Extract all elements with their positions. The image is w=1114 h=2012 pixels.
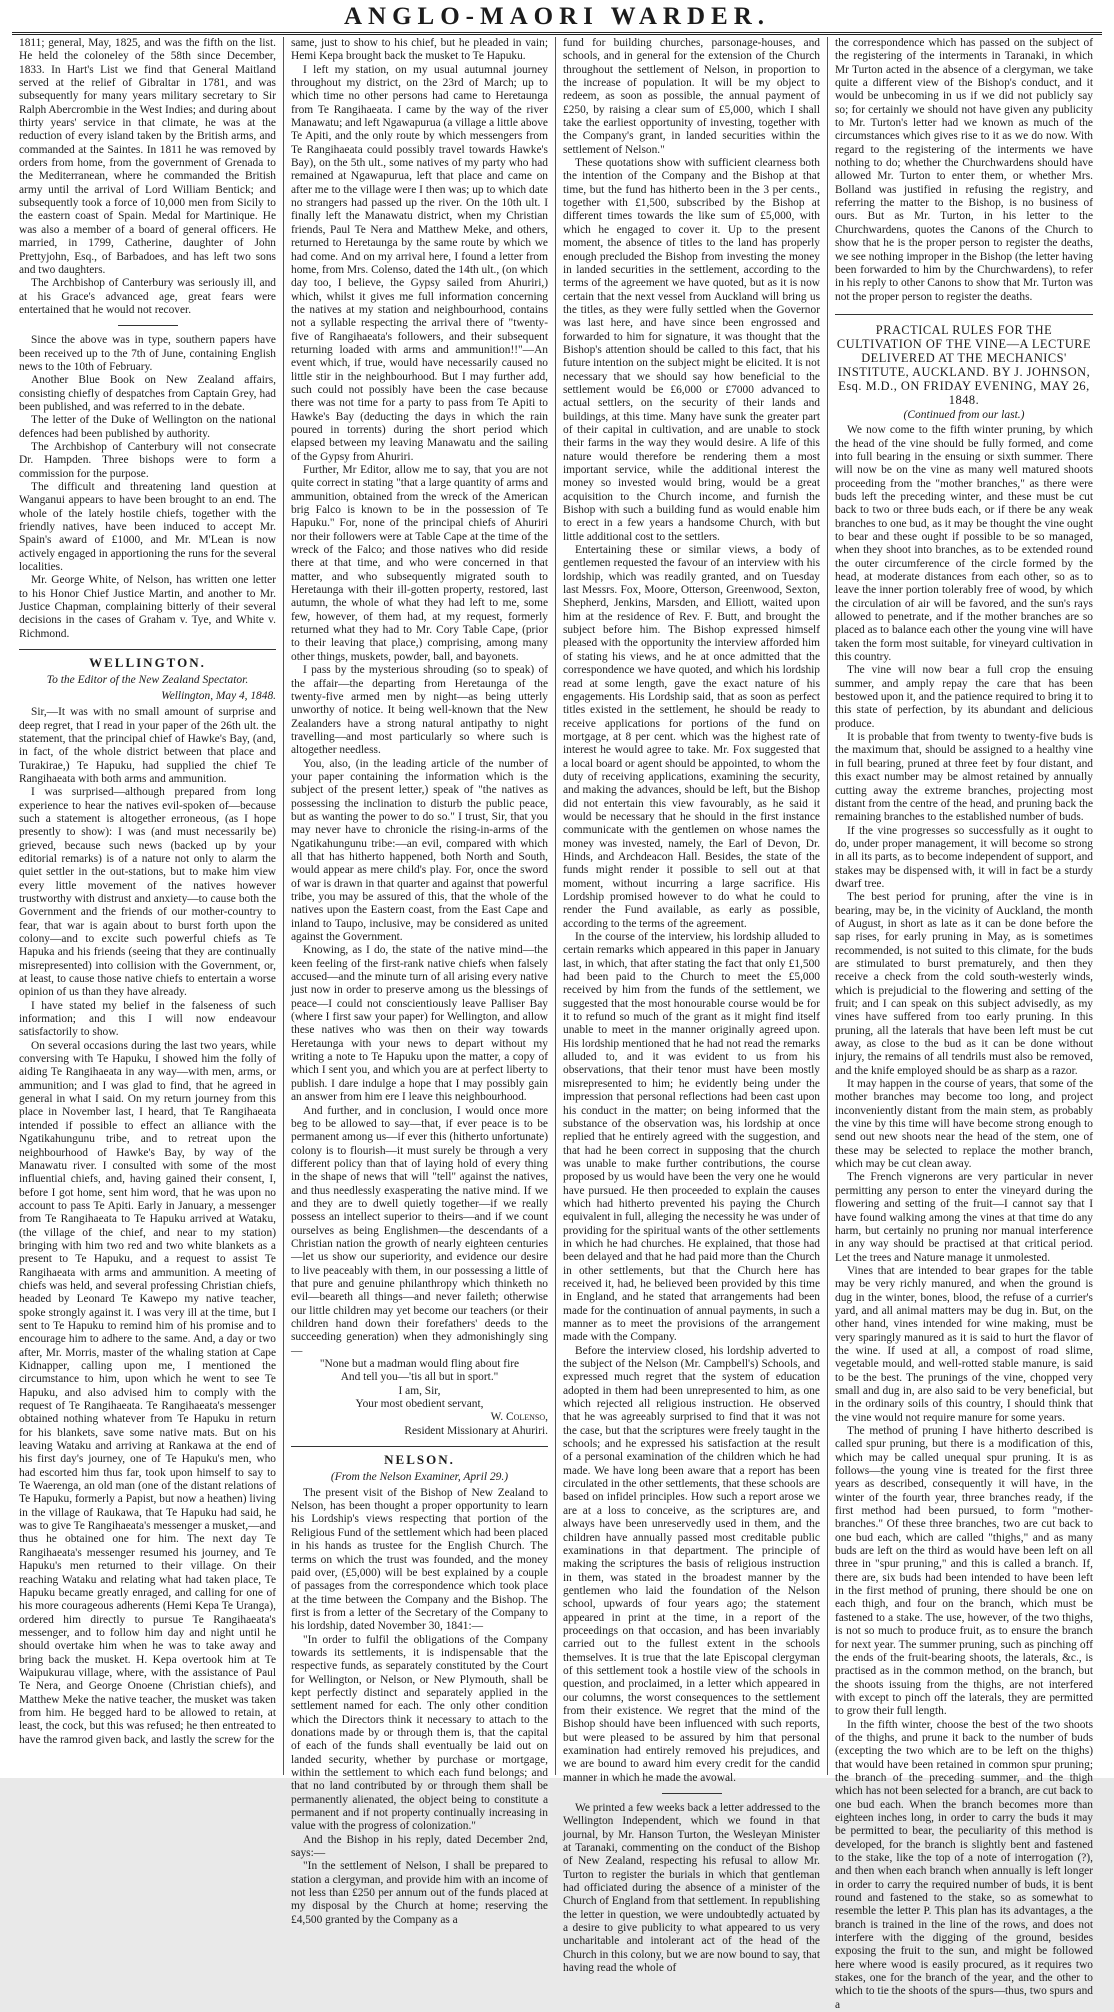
article-paragraph: same, just to show to his chief, but he pleaded in vain; Hemi Kepa brought back the musket to Te Hapuku. [291, 37, 548, 63]
verse-line: "None but a madman would fling about fire [319, 1358, 520, 1371]
letter-address: To the Editor of the New Zealand Spectator. [46, 674, 249, 687]
article-paragraph: The method of pruning I have hitherto described is called spur pruning, but there is a modification of this, which may be called unequal spur pruning. It is as follows—the young vine is treated for the first three years as described, consequently it will have, in the winter of the fourth year, three branches ready, if the first method had been pursued, to form "mother-branches." Of these three branches, two are cut back to one bud each, which are called "thighs," and as many buds are left on the third as would have been left on all three in "spur pruning," and this is called a branch. If, there are, six buds had been intended to have been left in the first method of pruning, there should be one on each thigh, and four on the branch, which must be fastened to a stake. The use, however, of the two thighs, is not so much to produce fruit, as to ensure the branch for next year. The summer pruning, such as pinching off the ends of the fruit-bearing shoots, the laterals, &c., is practised as in the common method, on the branch, but the shoots issuing from the thighs, are not interfered with except to pinch off the laterals, they are permitted to grow their full length. [835, 1425, 1093, 1718]
verse-line: And tell you—'tis all but in sport." [340, 1371, 499, 1384]
article-paragraph: In the course of the interview, his lordship alluded to certain remarks which appeared in this paper in January last, in which, that after stating the fact that only £1,500 had been paid to the Church to meet the £5,000 received by him from the funds of the settlement, we suggested that the most honourable course would be for it to refund so much of the grant as it might find itself unable to meet in the manner originally agreed upon. His lordship mentioned that he had not read the remarks alluded to, and it was evident to us from his observations, that their tenor must have been mostly misrepresented to him; he evidently being under the impression that personal reflections had been cast upon his conduct in the matter; on being informed that the substance of the observation was, his lordship at once replied that he entirely agreed with the suggestion, and that had he been correct in supposing that the church was unable to make further contributions, the course proposed by us would have been the very one he would have pursued. He then proceeded to explain the causes which had hitherto prevented his paying the Church equivalent in full, alleging the necessity he was under of providing for the spiritual wants of the other settlements in which he had churches. He explained, that those had been delayed and that he had paid more than the Church in other settlements, but that the Church here has received it, had, he believed been provided by this time in England, and he stated that arrangements had been made for the continuation of annual payments, in such a manner as to meet the provisions of the arrangement made with the Company. [563, 931, 820, 1344]
signature-line: Your most obedient servant, [355, 1398, 484, 1411]
article-paragraph: I was surprised—although prepared from long experience to hear the natives evil-spoken of—because such a statement is altogether erroneous, (as I hope presently to show): I was (and must necessarily be) grieved, because such news (backed up by your editorial remarks) is of a nature not only to alarm the quiet settler in the out-stations, but to make him view every little movement of the natives however trustworthy with distrust and anxiety—to cause both the Government and the friends of our mother-country to fear, that war is again about to burst forth upon the colony—and to excite such powerful chiefs as Te Hapuka and his friends (seeing that they are continually misrepresented) into collision with the Government, or, at least, to cause those native chiefs to entertain a worse opinion of us than they have already. [19, 786, 276, 999]
article-paragraph: On several occasions during the last two years, while conversing with Te Hapuku, I showed him the folly of aiding Te Rangihaeata in any way—with men, arms, or ammunition; and I was glad to find, that he agreed in general in what I said. On my return journey from this place in November last, I heard, that Te Rangihaeata intended if possible to effect an alliance with the Ngatikahungunu tribe, and to retreat upon the neighbourhood of Hawke's Bay, by way of the Manawatu river. I consulted with some of the most influential chiefs, and, having gained their consent, I, before I got home, sent him word, that he was upon no account to pass Te Apiti. Early in January, a messenger from Te Rangihaeata to Te Hapuku arrived at Wataku, (the village of the chief, and near to my station) bringing with him two red and two white blankets as a present to Te Hapuku, and a request to assist Te Rangihaeata with arms and ammunition. A meeting of chiefs was held, and several professing Christian chiefs, headed by Leonard Te Kawepo my native teacher, spoke strongly against it. I was very ill at the time, but I sent to Te Hapuku to remind him of his promise and to encourage him to adhere to the same. And, a day or two after, Mr. Morris, master of the whaling station at Cape Kidnapper, calling upon me, I mentioned the circumstance to him, upon which he went to see Te Hapuku, and also advised him to comply with the request of Te Rangihaeata. Te Rangihaeata's messenger obtained nothing whatever from Te Hapuku in return for his blankets, save some native mats. But on his leaving Wataku and arriving at Rankawa at the end of his first day's journey, one of Te Hapuku's men, who had escorted him thus far, took upon himself to say to Te Waerenga, an old man (one of the distant relations of Te Hapuku, formerly a Papist, but now a heathen) living in the village of Raukawa, that Te Hapuku had said, he was to give Te Rangihaeata's messenger a musket,—and thus he obtained one for him. The next day Te Rangihaeata's messenger resumed his journey, and Te Hapuku's men returned to their village. On their reaching Wataku and relating what had taken place, Te Hapuku became greatly enraged, and calling for one of his more courageous adherents (Hemi Kepa Te Uranga), ordered him directly to pursue Te Rangihaeata's messenger, and to follow him day and night until he should overtake him when he was to take away and bring back the musket. H. Kepa overtook him at Te Waipukurau village, where, with the assistance of Paul Te Nera, and George Onoene (Christian chiefs), and Matthew Meke the native teacher, the musket was taken from him. He begged hard to be allowed to retain, at least, the cock, but this was refused; he then entreated to have the ramrod given back, and lastly the screw for the [19, 1039, 276, 1746]
article-paragraph: The present visit of the Bishop of New Zealand to Nelson, has been thought a proper opportunity to learn his Lordship's views respecting that portion of the Religious Fund of the settlement which had been placed in his hands as trustee for the English Church. The terms on which the trust was founded, and the money paid over, (£5,000) will be best explained by a couple of passages from the correspondence which took place at the time between the Company and the Bishop. The first is from a letter of the Secretary of the Company to his lordship, dated November 30, 1841:— [291, 1486, 548, 1633]
signature-title: Resident Missionary at Ahuriri. [404, 1424, 548, 1437]
article-paragraph: You, also, (in the leading article of the number of your paper containing the information which is the subject of the present letter,) speak of "the natives as possessing the inclination to disturb the public peace, but as wanting the power to do so." I trust, Sir, that you may never have to chronicle the rising-in-arms of the Ngatikahungunu tribe:—an evil, compared with which all that has hitherto happened, both North and South, would appear as mere child's play. For, once the sword of war is drawn in that quarter and against that powerful tribe, you may be assured of this, that the whole of the natives upon the Eastern coast, from the East Cape and inland to Taupo, inclusive, may be considered as united against the Government. [291, 757, 548, 944]
article-paragraph: Entertaining these or similar views, a body of gentlemen requested the favour of an interview with his lordship, which was readily granted, and on Tuesday last Messrs. Fox, Moore, Otterson, Greenwood, Sexton, Shepherd, Jenkins, Marsden, and Elliott, waited upon him at the residence of Rev. F. Butt, and brought the subject before him. The Bishop expressed himself pleased with the opportunity the interview afforded him of stating his views, and he at once admitted that the correspondence we have quoted, and which his lordship read at some length, gave the exact nature of his engagements. His Lordship said, that as soon as perfect titles existed in the settlement, he should be ready to receive applications for portions of the fund on mortgage, at 8 per cent. which was the highest rate of interest he would agree to take. Mr. Fox suggested that a local board or agent should be appointed, to whom the duty of receiving applications, examining the security, and making the advances, should be left, but the Bishop did not entertain this view favourably, as he said it would be necessary that he should in the first instance communicate with the gentlemen on whose names the money was invested, namely, the Earl of Devon, Dr. Hinds, and Archdeacon Hall. Besides, the state of the funds might render it possible to sell out at that moment, without incurring a large sacrifice. His Lordship promised however to do what he could to render the Fund available, as early as possible, according to the terms of the agreement. [563, 544, 820, 930]
article-paragraph: It may happen in the course of years, that some of the mother branches may become too long, and project inconveniently distant from the main stem, as probably the vine by this time will have become strong enough to send out new shoots near the head of the stem, one of these may be selected to replace the mother branch, which may be cut clean away. [835, 1078, 1093, 1171]
signature-line: I am, Sir, [398, 1384, 441, 1397]
article-paragraph: the correspondence which has passed on the subject of the registering of the interments in Taranaki, in which Mr Turton acted in the absence of a clergyman, we take quite a different view of the Bishop's conduct, and it would be unbecoming in us if we did not publicly say so; for certainly we should not have given any publicity to Mr. Turton's letter had we known as much of the circumstances which gives rise to it as we do now. With regard to the registering of the interments we have nothing to do; whether the Churchwardens should have allowed Mr. Turton to enter them, or whether Mrs. Bolland was justified in refusing the registry, and referring the matter to the Bishop, is no business of ours. But as Mr. Turton, in his letter to the Churchwardens, quotes the Canons of the Church to show that he is the proper person to register the deaths, we see nothing improper in the Bishop (the letter having been forwarded to him by the Churchwardens), to refer in his reply to other Canons to show that Mr. Turton was not the proper person to register the deaths. [835, 37, 1093, 303]
article-paragraph: The Archbishop of Canterbury was seriously ill, and at his Grace's advanced age, great fears were entertained that he would not recover. [19, 277, 276, 316]
article-paragraph: Vines that are intended to bear grapes for the table may be very richly manured, and when the ground is dug in the winter, bones, blood, the refuse of a currier's yard, and all animal matters may be dug in. But, on the other hand, vines intended for wine making, must be very sparingly manured as it is said to hurt the flavor of the wine. If used at all, a compost of road slime, vegetable mould, and well-rotted stable manure, is said to be the best. The prunings of the vine, chopped very small and dug in, are also said to be very beneficial, but in the ordinary soils of this country, I should think that the vine would not require manure for some years. [835, 1264, 1093, 1424]
continued-note: (Continued from our last.) [903, 408, 1025, 421]
article-paragraph: Mr. George White, of Nelson, has written one letter to his Honor Chief Justice Martin, and another to Mr. Justice Chapman, complaining bitterly of their several decisions in the cases of Graham v. Tye, and White v. Richmond. [19, 574, 276, 640]
letter-dateline: Wellington, May 4, 1848. [161, 689, 276, 702]
article-paragraph: "In order to fulfil the obligations of the Company towards its settlements, it is indispensable that the respective funds, as separately constituted by the Court for Wellington, or Nelson, or New Plymouth, shall be kept perfectly distinct and separately applied in the settlement named for each. The only other condition which the Directors think it necessary to attach to the donations made by or through them is, that the capital of each of the funds shall eventually be laid out on landed security, whether by purchase or mortgage, within the settlement to which each fund belongs; and that no land contributed by or through them shall be permanently alienated, the object being to constitute a permanent and if not property continually increasing in value with the progress of colonization." [291, 1633, 548, 1833]
article-paragraph: The Archbishop of Canterbury will not consecrate Dr. Hampden. Three bishops were to form a commission for the purpose. [19, 440, 276, 480]
column-3 [556, 37, 828, 1975]
article-paragraph: Knowing, as I do, the state of the native mind—the keen feeling of the first-rank native chiefs when falsely accused—and the minute turn of all arising every native just now in order to preserve among us the blessings of peace—I could not conscientiously leave Palliser Bay (where I first saw your paper) for Wellington, and allow these natives who was then on their way towards Heretaunga with your news to depart without my writing a note to Te Hapuku upon the matter, a copy of which I sent you, and which you are at perfect liberty to publish. I dare indulge a hope that I may possibly gain an answer from him ere I leave this neighbourhood. [291, 944, 548, 1104]
article-paragraph: 1811; general, May, 1825, and was the fifth on the list. He held the coloneley of the 58th since December, 1833. In Hart's List we find that General Maitland served at the relief of Gibraltar in 1781, and was subsequently for many years military secretary to Sir Ralph Abercrombie in the West Indies; and during about thirty years' service in that climate, he was at the reduction of every island taken by the British arms, and commanded at the Saintes. In 1811 he was removed by orders from home, from the government of Grenada to the Mediterranean, where he commanded the British army until the arrival of Lord William Bentick; and subsequently took a force of 10,000 men from Sicily to the eastern coast of Spain. Medal for Martinique. He was also a member of a board of general officers. He married, in 1799, Catherine, daughter of John Prettyjohn, Esq., of Barbadoes, and has left two sons and two daughters. [19, 37, 277, 276]
article-paragraph: These quotations show with sufficient clearness both the intention of the Company and the Bishop at that time, but the fund has hitherto been in the 3 per cents., together with £1,500, subscribed by the Bishop at different times towards the like sum of £5,000, with which he engaged to cover it. Up to the present moment, the absence of titles to the land has properly enough precluded the Bishop from investing the money in landed securities in the settlement, according to the terms of the agreement we have quoted, but as it is now certain that the next vessel from Auckland will bring us the titles, as they were fully settled when the Governor was last here, and have since been engrossed and forwarded to him for signature, it was thought that the Bishop's attention should be called to this fact, that his future intention on the subject might be elicited. It is not necessary that we should say how beneficial to the settlement would be £6,000 or £7000 advanced to actual settlers, on the security of their lands and buildings, at this time. Many have sunk the greater part of their capital in cultivation, and are unable to stock their farms in the way they would desire. A life of this nature would therefore be rendering them a most important service, while the additional interest the money so invested would bring, would be a great acquisition to the Church income, and furnish the Bishop with such a building fund as would enable him to erect in a few years a handsome Church, with but little additional cost to the settlers. [563, 157, 820, 543]
article-paragraph: Another Blue Book on New Zealand affairs, consisting chiefly of despatches from Captain Grey, had been published, and was referred to in the debate. [19, 374, 276, 413]
article-paragraph: The vine will now bear a full crop the ensuing summer, and amply repay the care that has been bestowed upon it, and the patience required to bring it to this state of perfection, by its abundant and delicious produce. [835, 664, 1093, 730]
article-paragraph: I have stated my belief in the falseness of such information; and this I will now endeavour satisfactorily to show. [19, 999, 276, 1039]
article-paragraph: And the Bishop in his reply, dated December 2nd, says:— [291, 1833, 548, 1860]
masthead-title: ANGLO-MAORI WARDER. [343, 3, 771, 30]
article-paragraph: Since the above was in type, southern papers have been received up to the 7th of June, containing English news to the 10th of February. [19, 334, 276, 373]
article-paragraph: fund for building churches, parsonage-houses, and schools, and in general for the extension of the Church throughout the settlement of Nelson, in proportion to the increase of population. It will be my object to redeem, as soon as possible, the annual payment of £250, by raising a clear sum of £5,000, which I shall take the earliest opportunity of investing, together with the Company's grant, in landed securities within the settlement of Nelson." [563, 37, 820, 156]
article-paragraph: In the fifth winter, choose the best of the two shoots of the thighs, and prune it back to the number of buds (excepting the two which are to be left on the thighs) that would have been retained in common spur pruning; the branch of the preceding summer, and the thigh which has not been selected for a branch, are cut back to one bud each. When the branch becomes more than eighteen inches long, in order to carry the buds it may be permitted to bear, the peculiarity of this method is developed, for the branch is slightly bent and fastened to the stake, like the top of a note of interrogation (?), and then when each branch when annually is left longer in order to carry the required number of buds, it is bent round and fastened to the stake, so as somewhat to resemble the letter P. This plan has its advantages, a the branch is trained in the line of the rows, and does not interfere with the digging of the ground, besides exposing the fruit to the sun, and might be followed here where wood is easily procured, as it requires two stakes, one for the branch of the year, and the other to which to tie the shoots of the spurs—thus, two spurs and a [835, 1718, 1093, 2011]
column-4 [828, 37, 1100, 2011]
article-paragraph: The difficult and threatening land question at Wanganui appears to have been brought to an end. The whole of the lately hostile chiefs, together with the friendly natives, have been induced to accept Mr. Spain's award of £1000, and Mr. M'Lean is now actively engaged in apportioning the runs for the several localities. [19, 481, 276, 574]
article-paragraph: Before the interview closed, his lordship adverted to the subject of the Nelson (Mr. Campbell's) Schools, and expressed much regret that the system of education adopted in them had been unrepresented to him, as one which rejected all religious instruction. He observed that he was agreeably surprised to find that it was not the case, but that the scriptures were freely taught in the schools; and he expressed his satisfaction at the result of a personal examination of the children which he had made. We have long been aware that a report has been circulated in the other settlements, that these schools are based on infidel principles. How such a report arose we are at a loss to conceive, as the scriptures are, and always have been unreservedly used in them, and the children have annually passed most creditable public examinations in that department. The principle of making the scriptures the basis of religious instruction in them, was stated in the broadest manner by the gentlemen who laid the foundation of the Nelson school, upwards of four years ago; the statement appeared in print at the time, in a report of the proceedings on that occasion, and has been invariably carried out to the fullest extent in the schools themselves. It is true that the late Episcopal clergyman of this settlement took a hostile view of the schools in question, and proclaimed, in a letter which appeared in our columns, the worst consequences to the settlement from their existence. We regret that the mind of the Bishop should have been influenced with such reports, but were pleased to be assured by him that personal examination had entirely removed his prejudices, and we are bound to award him every credit for the candid manner in which he made the avowal. [563, 1344, 820, 1784]
section-heading-vine-lecture: PRACTICAL RULES FOR THE CULTIVATION OF THE VINE—A LECTURE DELIVERED AT THE MECHANICS' INSTITUTE, AUCKLAND. BY J. JOHNSON, Esq. M.D., ON FRIDAY EVENING, MAY 26, 1848. [835, 314, 1093, 407]
article-paragraph: We printed a few weeks back a letter addressed to the Wellington Independent, which we found in that journal, by Mr. Hanson Turton, the Wesleyan Minister at Taranaki, commenting on the conduct of the Bishop of New Zealand, respecting his refusal to allow Mr. Turton to register the burials in which that gentleman had officiated during the absence of a minister of the Church of England from that settlement. In republishing the letter in question, we were undoubtedly actuated by a desire to give publicity to what appeared to us very uncharitable and intolerant act of the head of the Church in this colony, but we are now bound to say, that having read the whole of [563, 1802, 820, 1975]
article-paragraph: Further, Mr Editor, allow me to say, that you are not quite correct in stating "that a large quantity of arms and ammunition, obtained from the wreck of the American brig Falco is known to be in the possession of Te Hapuku." For, none of the principal chiefs of Ahuriri nor their followers were at Table Cape at the time of the wreck of the Falco; and those natives who did reside there at that time, and who were concerned in that matter, and who subsequently migrated south to Heretaunga with their ill-gotten property, restored, last autumn, the whole of what they had left to me, some few, however, of them had, at my request, formerly returned what they had to Mr. Cory Table Cape, (prior to their leaving that place,) comprising, among many other things, muskets, powder, ball, and bayonets. [291, 464, 548, 663]
article-paragraph: And further, and in conclusion, I would once more beg to be allowed to say—that, if ever peace is to be permanent among us—if ever this (hitherto unfortunate) colony is to flourish—it must surely be through a very different policy than that of laying hold of every thing in the shape of news that will "tell" against the natives, and thus needlessly exasperating the native mind. If we and they are to dwell quietly together—if we really possess an intellect superior to theirs—and if we count ourselves as being Englishmen—the descendants of a Christian nation the growth of nearly eighteen centuries—let us show our superiority, and evidence our desire to live peaceably with them, in our possessing a little of that pure and genuine philanthropy which thinketh no evil—beareth all things—and never faileth; otherwise our little children may yet become our teachers (or their children hand down their forefathers' deeds to the succeeding generation) when they admonishingly sing— [291, 1104, 548, 1357]
divider [118, 325, 178, 326]
signature-name: W. Colenso, [490, 1411, 548, 1424]
article-paragraph: I pass by the mysterious shrouding (so to speak) of the affair—the departing from Heretaunga of the twenty-five armed men by night—as being utterly unworthy of notice. It being well-known that the New Zealanders have a strong natural antipathy to night travelling—and most particularly so where such is altogether needless. [291, 664, 548, 757]
article-paragraph: The French vignerons are very particular in never permitting any person to enter the vineyard during the flowering and setting of the fruit—I cannot say that I have found walking among the vines at that time do any harm, but certainly no pruning nor manual interference in any way should be practised at that critical period. Let the trees and Nature manage it unmolested. [835, 1171, 1093, 1264]
column-1 [12, 37, 284, 1775]
divider [662, 1793, 722, 1794]
article-paragraph: We now come to the fifth winter pruning, by which the head of the vine should be fully formed, and come into full bearing in the ensuing or sixth summer. There will now be on the vine as many well matured shoots proceeding from the "mother branches," as there were buds left the preceding winter, and these must be cut back to two or three buds each, or if there be any weak branches to one bud, as it may be thought the vine ought to bear and these ought if possible to be so managed, when they shoot into branches, as to be extended round the outer circumference of the circle formed by the head, at moderate distances from each other, so as to leave the inner portion tolerably free of wood, by which the circulation of air will be favored, and the sun's rays allowed to penetrate, and if the mother branches are so placed as to balance each other the young vine will have taken the form most suitable, for vineyard cultivation in this country. [835, 424, 1093, 664]
section-heading-nelson: NELSON. [291, 1446, 548, 1466]
section-heading-wellington: WELLINGTON. [19, 649, 276, 669]
columns [12, 37, 1102, 2011]
masthead-rule [12, 32, 1102, 35]
article-paragraph: It is probable that from twenty to twenty-five buds is the maximum that, should be assigned to a healthy vine in full bearing, pruned at three feet by four distant, and this exact number may be almost retained by annually cutting away the extreme branches, projecting most distant from the centre of the head, and pruning back the remaining branches to the established number of buds. [835, 731, 1093, 824]
article-paragraph: "In the settlement of Nelson, I shall be prepared to station a clergyman, and provide him with an income of not less than £250 per annum out of the funds placed at my disposal by the Church at home; reserving the £4,500 granted by the Company as a [291, 1860, 548, 1926]
article-source: (From the Nelson Examiner, April 29.) [330, 1471, 509, 1484]
article-paragraph: The letter of the Duke of Wellington on the national defences had been published by authority. [19, 414, 276, 440]
column-2 [284, 37, 556, 1926]
article-paragraph: I left my station, on my usual autumnal journey throughout my district, on the 23rd of March; up to which time no other persons had came to Heretaunga from Te Rangihaeata. I came by the way of the river Manawatu; and left Ngawapurua (a village a little above Te Apiti, and the only route by which messengers from Te Rangihaeata could possibly travel towards Hawke's Bay), on the 5th ult., some natives of my party who had remained at Ngawapurua, left that place and came on after me to the village were I then was; up to which date no strangers had passed up the river. On the 10th ult. I finally left the Manawatu district, when my Christian friends, Paul Te Nera and Matthew Meke, and others, returned to Heretaunga by the same route by which we had come. And on my arrival here, I found a letter from home, from Mrs. Colenso, dated the 14th ult., (on which day too, I believe, the Gypsy sailed from Ahuriri,) which, whilst it gives me full information concerning the natives at my station and neighbourhood, contains not a syllable respecting the arrival there of "twenty-five of Rangihaeata's followers, and their subsequent returning loaded with arms and ammunition!!"—An event which, if true, would have necessarily caused no little stir in the neighbourhood. But I may further add, such could not possibly have been the case because there was not time for a party to pass from Te Apiti to Hawke's Bay (deducting the days in which the rain poured in torrents) during the short period which elapsed between my leaving Manawatu and the sailing of the Gypsy from Ahuriri. [291, 63, 548, 463]
article-paragraph: If the vine progresses so successfully as it ought to do, under proper management, it will become so strong in all its parts, as to become independent of support, and stakes may be dispensed with, it will in fact be a sturdy dwarf tree. [835, 824, 1093, 890]
article-paragraph: Sir,—It was with no small amount of surprise and deep regret, that I read in your paper of the 26th ult. the statement, that the principal chief of Hawke's Bay, (and, in fact, of the whole district between that place and Turakirae,) Te Hapuku, had supplied the chief Te Rangihaeata with both arms and ammunition. [19, 706, 276, 785]
article-paragraph: The best period for pruning, after the vine is in bearing, may be, in the vicinity of Auckland, the month of August, in short as late as it can be done before the sap rises, for early pruning in May, as is sometimes recommended, is not suited to this climate, for the buds are stimulated to burst prematurely, and then they receive a check from the cold south-westerly winds, which is prejudicial to the flowering and setting of the fruit; and I can speak on this subject advisedly, as my vines have suffered from too early pruning. In this pruning, all the laterals that have been left must be cut away, as close to the bud as it can be done without injury, the remains of all tendrils must also be removed, and the knife employed should be as sharp as a razor. [835, 891, 1093, 1077]
